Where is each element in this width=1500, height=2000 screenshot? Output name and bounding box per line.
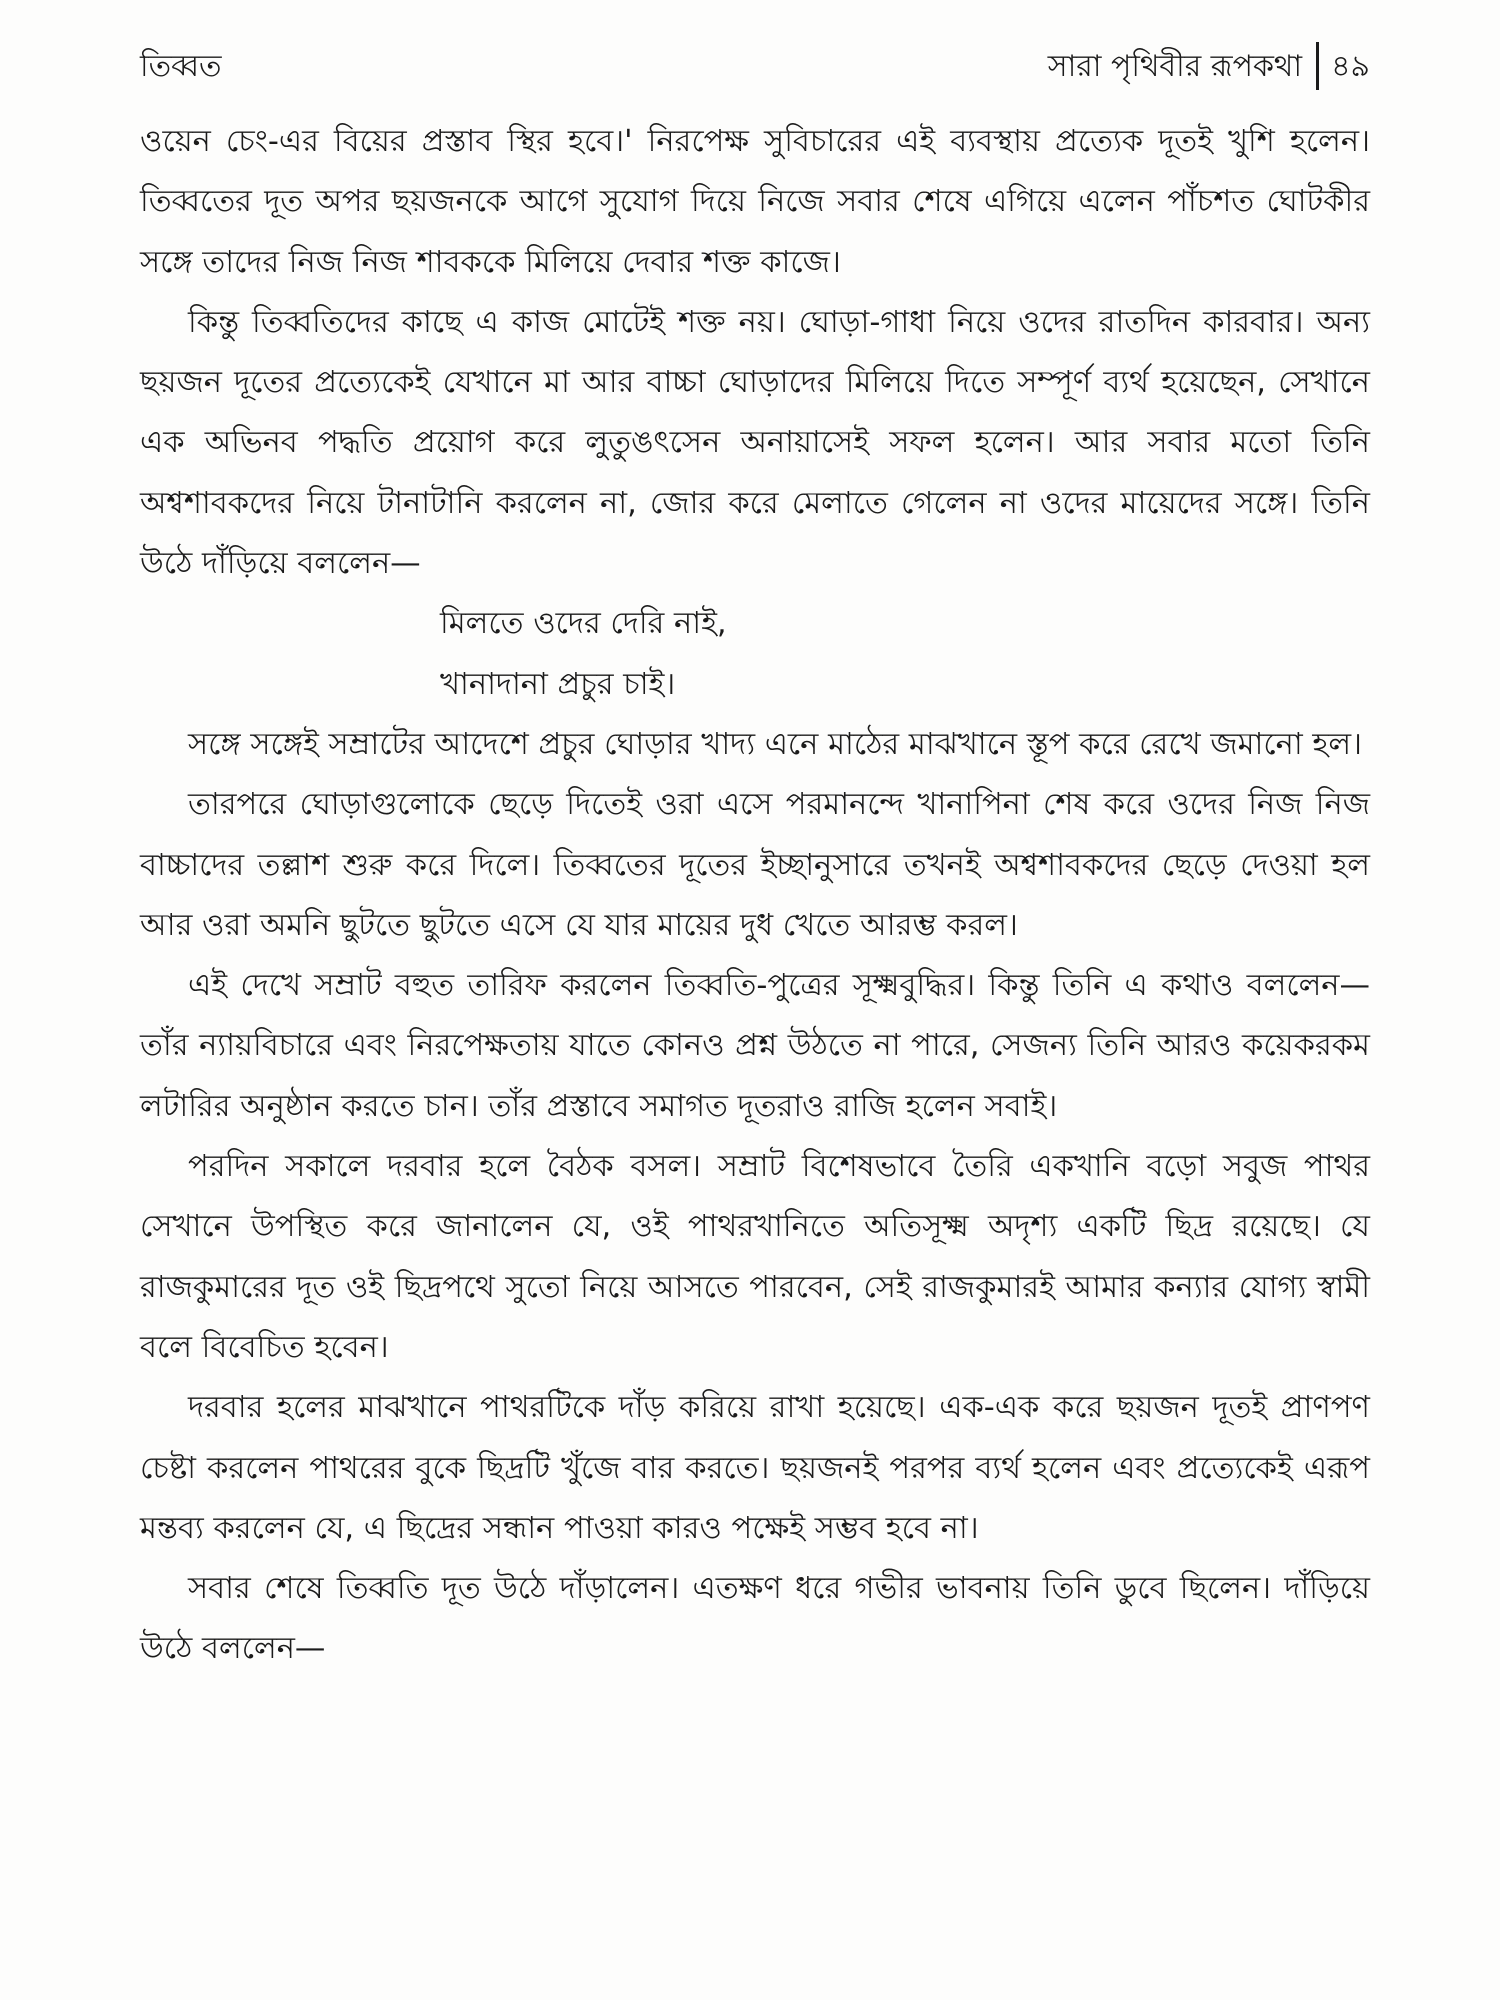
paragraph-1: ওয়েন চেং-এর বিয়ের প্রস্তাব স্থির হবে।' নিরপেক্ষ সুবিচারের এই ব্যবস্থায় প্রত্যেক দূতই খুশি হলেন। তিব্বতের দূত অপর ছয়জনকে আগে সুযোগ দিয়ে নিজে সবার শেষে এগিয়ে এলেন পাঁচশত ঘোটকীর সঙ্গে তাদের নিজ নিজ শাবককে মিলিয়ে দেবার শক্ত কাজে। [140,124,1370,280]
paragraph-8: সবার শেষে তিব্বতি দূত উঠে দাঁড়ালেন। এতক্ষণ ধরে গভীর ভাবনায় তিনি ডুবে ছিলেন। দাঁড়িয়ে উঠে বললেন— [140,1571,1370,1667]
running-header [140,42,1370,92]
paragraph-5: এই দেখে সম্রাট বহুত তারিফ করলেন তিব্বতি-পুত্রের সূক্ষ্মবুদ্ধির। কিন্তু তিনি এ কথাও বললেন— তাঁর ন্যায়বিচারে এবং নিরপেক্ষতায় যাতে কোনও প্রশ্ন উঠতে না পারে, সেজন্য তিনি আরও কয়েকরকম লটারির অনুষ্ঠান করতে চান। তাঁর প্রস্তাবে সমাগত দূতরাও রাজি হলেন সবাই। [140,968,1370,1124]
verse-line-2: খানাদানা প্রচুর চাই। [440,666,676,702]
book-title: সারা পৃথিবীর রূপকথা [1047,49,1303,84]
verse [140,594,1370,715]
paragraph-4: তারপরে ঘোড়াগুলোকে ছেড়ে দিতেই ওরা এসে পরমানন্দে খানাপিনা শেষ করে ওদের নিজ নিজ বাচ্চাদের তল্লাশ শুরু করে দিলে। তিব্বতের দূতের ইচ্ছানুসারে তখনই অশ্বশাবকদের ছেড়ে দেওয়া হল আর ওরা অমনি ছুটতে ছুটতে এসে যে যার মায়ের দুধ খেতে আরম্ভ করল। [140,787,1370,943]
page-number: ৪৯ [1331,49,1370,84]
header-divider [1316,42,1319,90]
header-right [1048,42,1370,92]
verse-line-1: মিলতে ওদের দেরি নাই, [440,606,727,642]
chapter-title: তিব্বত [140,49,222,84]
paragraph-3: সঙ্গে সঙ্গেই সম্রাটের আদেশে প্রচুর ঘোড়ার খাদ্য এনে মাঠের মাঝখানে স্তূপ করে রেখে জমানো হল। [188,726,1363,762]
body-text [140,112,1370,1680]
paragraph-6: পরদিন সকালে দরবার হলে বৈঠক বসল। সম্রাট বিশেষভাবে তৈরি একখানি বড়ো সবুজ পাথর সেখানে উপস্থিত করে জানালেন যে, ওই পাথরখানিতে অতিসূক্ষ্ম অদৃশ্য একটি ছিদ্র রয়েছে। যে রাজকুমারের দূত ওই ছিদ্রপথে সুতো নিয়ে আসতে পারবেন, সেই রাজকুমারই আমার কন্যার যোগ্য স্বামী বলে বিবেচিত হবেন। [140,1149,1370,1365]
paragraph-2: কিন্তু তিব্বতিদের কাছে এ কাজ মোটেই শক্ত নয়। ঘোড়া-গাধা নিয়ে ওদের রাতদিন কারবার। অন্য ছয়জন দূতের প্রত্যেকেই যেখানে মা আর বাচ্চা ঘোড়াদের মিলিয়ে দিতে সম্পূর্ণ ব্যর্থ হয়েছেন, সেখানে এক অভিনব পদ্ধতি প্রয়োগ করে লুতুঙৎসেন অনায়াসেই সফল হলেন। আর সবার মতো তিনি অশ্বশাবকদের নিয়ে টানাটানি করলেন না, জোর করে মেলাতে গেলেন না ওদের মায়েদের সঙ্গে। তিনি উঠে দাঁড়িয়ে বললেন— [140,304,1370,582]
paragraph-7: দরবার হলের মাঝখানে পাথরটিকে দাঁড় করিয়ে রাখা হয়েছে। এক-এক করে ছয়জন দূতই প্রাণপণ চেষ্টা করলেন পাথরের বুকে ছিদ্রটি খুঁজে বার করতে। ছয়জনই পরপর ব্যর্থ হলেন এবং প্রত্যেকেই এরূপ মন্তব্য করলেন যে, এ ছিদ্রের সন্ধান পাওয়া কারও পক্ষেই সম্ভব হবে না। [140,1390,1370,1546]
